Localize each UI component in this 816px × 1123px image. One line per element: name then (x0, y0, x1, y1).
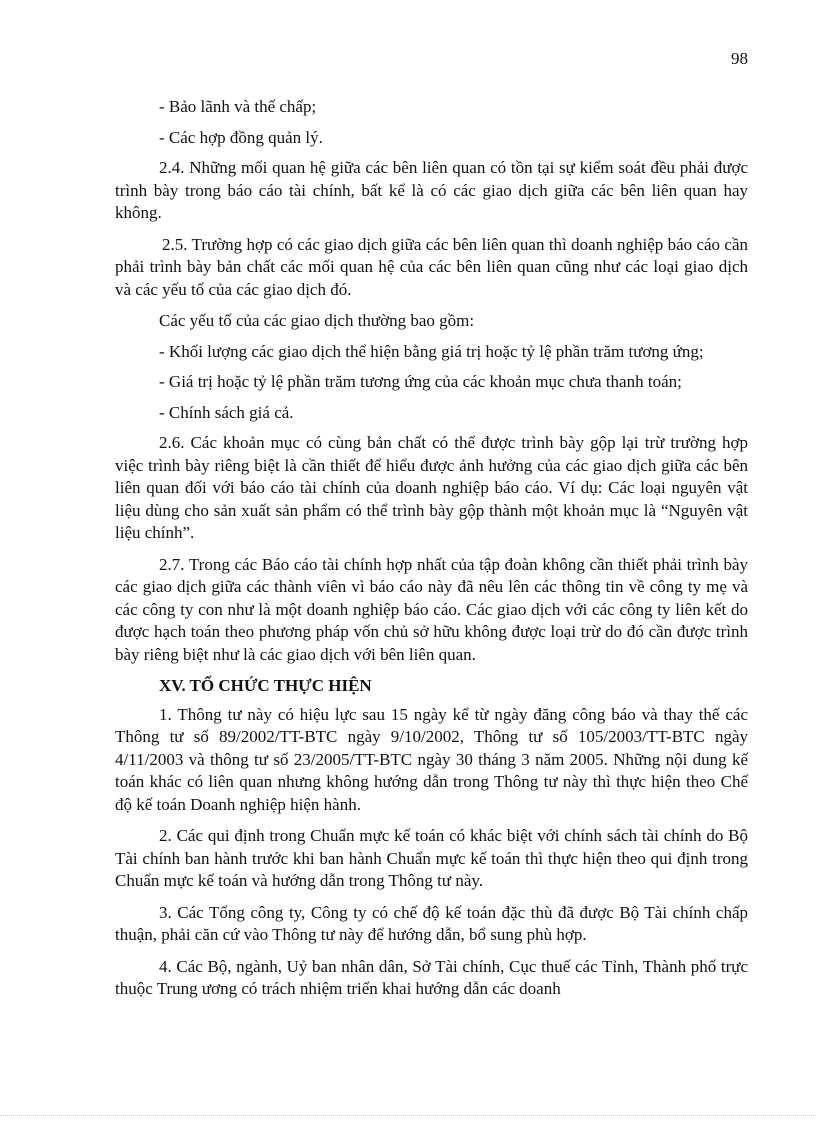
section-paragraph-2: 2. Các qui định trong Chuẩn mực kế toán có khác biệt với chính sách tài chính do Bộ Tài chính ban hành trước khi ban hành Chuẩn mực kế toán thì thực hiện theo qui định trong Chuẩn mực kế toán và hướng dẫn trong Thông tư này. (115, 826, 748, 890)
paragraph-pricing-policy: - Chính sách giá cả. (159, 402, 294, 422)
section-heading: XV. TỔ CHỨC THỰC HIỆN (159, 676, 372, 695)
section-paragraph-3: 3. Các Tổng công ty, Công ty có chế độ kế toán đặc thù đã được Bộ Tài chính chấp thuận, phải căn cứ vào Thông tư này để hướng dẫn, bổ sung phù hợp. (115, 902, 748, 944)
paragraph-2-5: 2.5. Trường hợp có các giao dịch giữa các bên liên quan thì doanh nghiệp báo cáo cần phải trình bày bản chất các mối quan hệ của các bên liên quan cũng như các loại giao dịch và các yếu tố của các giao dịch đó. (115, 234, 748, 299)
section-paragraph-1: 1. Thông tư này có hiệu lực sau 15 ngày kể từ ngày đăng công báo và thay thế các Thông tư số 89/2002/TT-BTC ngày 9/10/2002, Thông tư số 105/2003/TT-BTC ngày 4/11/2003 và thông tư số 23/2005/TT-BTC ngày 30 tháng 3 năm 2005. Những nội dung kế toán khác có liên quan nhưng không hướng dẫn trong Thông tư này thì thực hiện theo Chế độ kế toán Doanh nghiệp hiện hành. (115, 704, 748, 814)
paragraph-2-7: 2.7. Trong các Báo cáo tài chính hợp nhất của tập đoàn không cần thiết phải trình bày các giao dịch giữa các thành viên vì báo cáo này đã nêu lên các thông tin về công ty mẹ và các công ty con như là một doanh nghiệp báo cáo. Các giao dịch với các công ty liên kết do được hạch toán theo phương pháp vốn chủ sở hữu không được loại trừ do đó cần được trình bày riêng biệt như là các giao dịch với bên liên quan. (115, 554, 748, 664)
paragraph-2-4: 2.4. Những mối quan hệ giữa các bên liên quan có tồn tại sự kiểm soát đều phải được trình bày trong báo cáo tài chính, bất kể là có các giao dịch giữa các bên liên quan hay không. (115, 158, 748, 222)
section-paragraph-4: 4. Các Bộ, ngành, Uỷ ban nhân dân, Sở Tài chính, Cục thuế các Tỉnh, Thành phố trực thuộc Trung ương có trách nhiệm triển khai hướng dẫn các doanh (115, 956, 748, 998)
page-number: 98 (731, 49, 748, 68)
paragraph-elements-intro: Các yếu tố của các giao dịch thường bao gồm: (159, 311, 475, 330)
paragraph-guarantee: - Bảo lãnh và thế chấp; (159, 97, 317, 116)
paragraph-outstanding: - Giá trị hoặc tỷ lệ phần trăm tương ứng của các khoản mục chưa thanh toán; (159, 372, 682, 391)
page-bottom-divider (0, 1115, 816, 1116)
paragraph-volume: - Khối lượng các giao dịch thể hiện bằng giá trị hoặc tỷ lệ phần trăm tương ứng; (159, 341, 704, 361)
paragraph-management-contracts: - Các hợp đồng quản lý. (159, 127, 323, 147)
document-body (115, 96, 748, 1009)
paragraph-2-6: 2.6. Các khoản mục có cùng bản chất có thể được trình bày gộp lại trừ trường hợp việc trình bày riêng biệt là cần thiết để hiểu được ảnh hưởng của các giao dịch giữa các bên liên quan đối với báo cáo tài chính của doanh nghiệp báo cáo. Ví dụ: Các loại nguyên vật liệu dùng cho sản xuất sản phẩm có thể trình bày gộp thành một khoản mục là “Nguyên vật liệu chính”. (115, 433, 748, 542)
